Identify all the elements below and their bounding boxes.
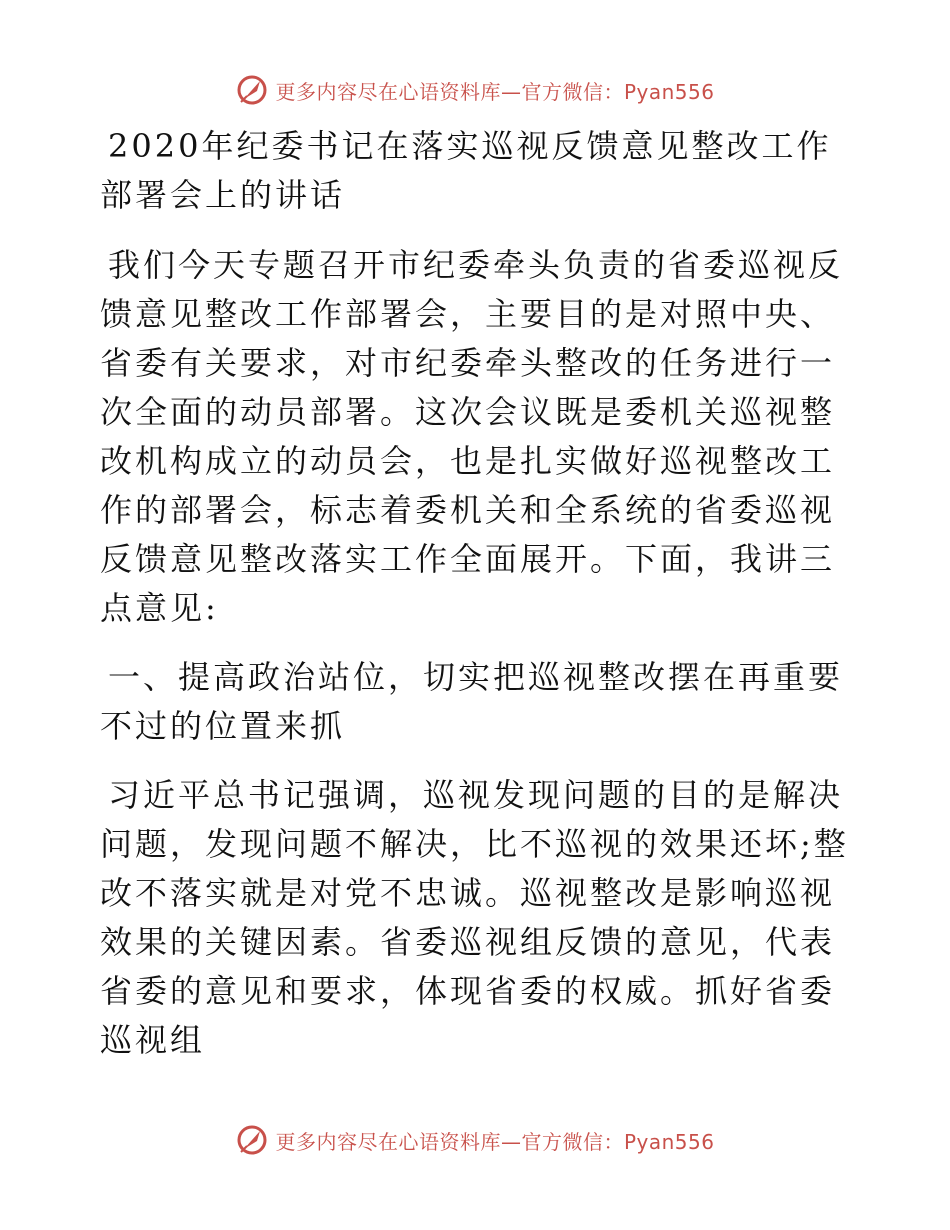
document-body bbox=[100, 122, 852, 1085]
watermark-text: 更多内容尽在心语资料库—官方微信：Pyan556 bbox=[275, 79, 715, 104]
paragraph-intro: 我们今天专题召开市纪委牵头负责的省委巡视反馈意见整改工作部署会，主要目的是对照中央、省委有关要求，对市纪委牵头整改的任务进行一次全面的动员部署。这次会议既是委机关巡视整改机构成立的动员会，也是扎实做好巡视整改工作的部署会，标志着委机关和全系统的省委巡视反馈意见整改落实工作全面展开。下面，我讲三点意见: bbox=[100, 246, 844, 627]
quill-logo-icon bbox=[235, 1123, 269, 1157]
section-heading-1: 一、提高政治站位，切实把巡视整改摆在再重要不过的位置来抓 bbox=[100, 658, 844, 745]
watermark-text: 更多内容尽在心语资料库—官方微信：Pyan556 bbox=[275, 1129, 715, 1154]
document-title: 2020年纪委书记在落实巡视反馈意见整改工作部署会上的讲话 bbox=[100, 127, 832, 214]
header-watermark bbox=[0, 70, 950, 110]
quill-logo-icon bbox=[235, 73, 269, 107]
footer-watermark bbox=[0, 1120, 950, 1160]
paragraph-section-1: 习近平总书记强调，巡视发现问题的目的是解决问题，发现问题不解决，比不巡视的效果还坏;整改不落实就是对党不忠诚。巡视整改是影响巡视效果的关键因素。省委巡视组反馈的意见，代表省委的意见和要求，体现省委的权威。抓好省委巡视组 bbox=[100, 776, 849, 1059]
